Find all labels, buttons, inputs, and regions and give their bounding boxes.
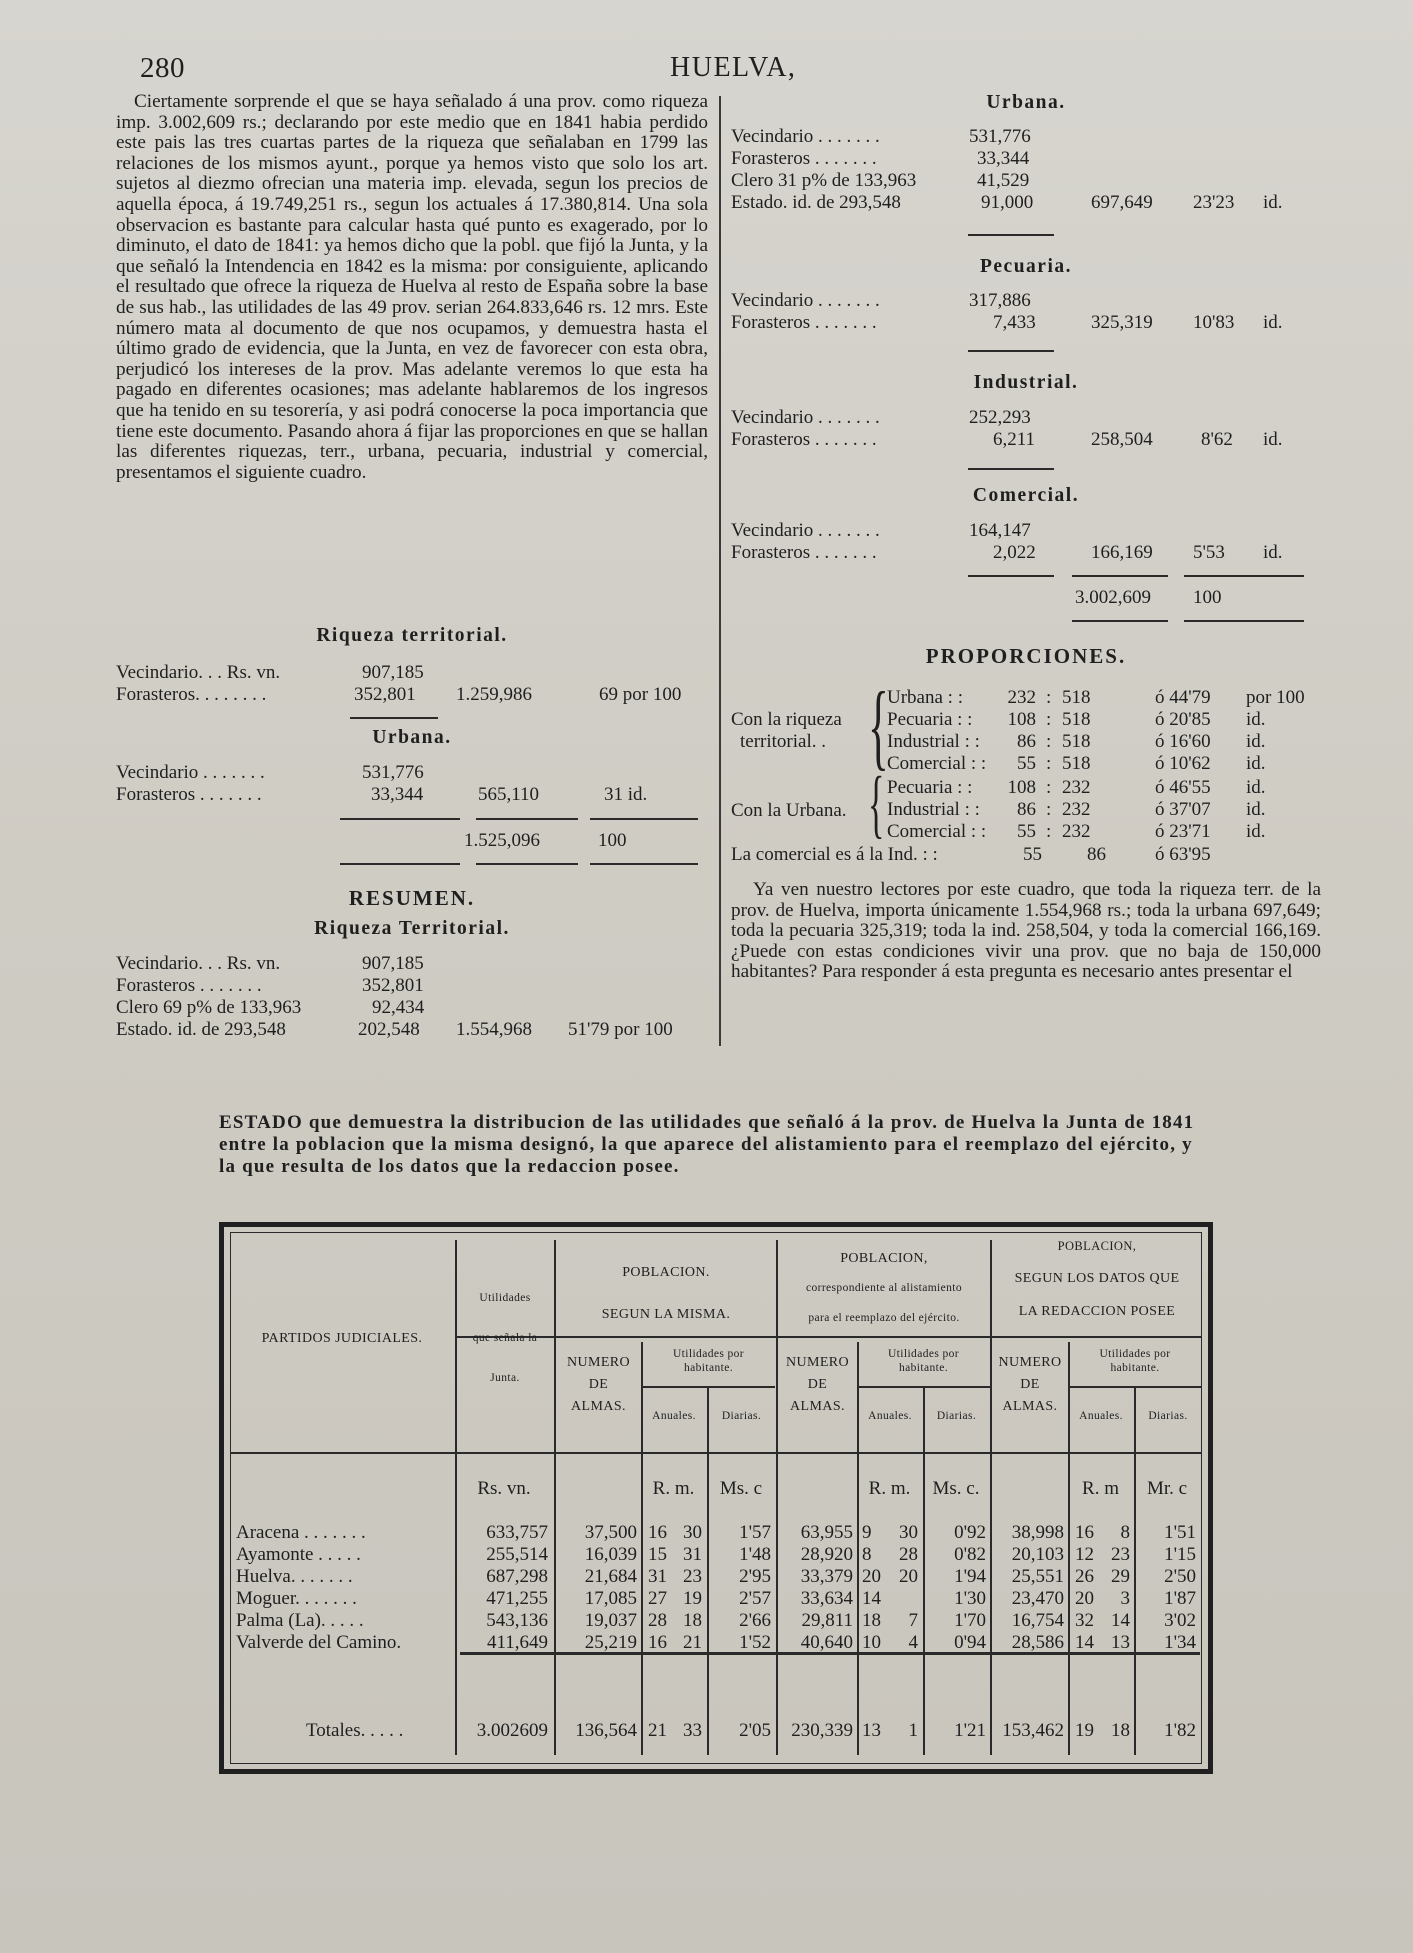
brace-icon: { <box>868 672 889 779</box>
proporcion-sep: : <box>1046 821 1052 842</box>
header-numero: NUMERO <box>566 1355 631 1370</box>
divider <box>968 468 1054 470</box>
brace-icon: { <box>868 762 885 846</box>
running-title: HUELVA, <box>670 52 797 83</box>
row-label: Clero 31 p% de 133,963 <box>731 170 917 191</box>
table-row-almas-1: 21,684 <box>584 1566 637 1587</box>
proporcion-b: 518 <box>1062 753 1091 774</box>
table-row-utilidades: 687,298 <box>486 1566 548 1587</box>
header-habitante: habitante. <box>683 1362 734 1374</box>
row-label: Forasteros . . . . . . . <box>731 542 877 563</box>
proporcion-a: 55 <box>1017 821 1036 842</box>
unit-label: R. m. <box>652 1478 695 1499</box>
divider <box>590 818 698 820</box>
proporcion-sep: : <box>1046 799 1052 820</box>
page-number: 280 <box>140 52 185 84</box>
table-row-almas-3: 23,470 <box>1011 1588 1064 1609</box>
proporcion-a: 86 <box>1017 799 1036 820</box>
row-pct: 69 por 100 <box>599 684 682 705</box>
table-row-almas-2: 40,640 <box>800 1632 853 1653</box>
row-r: ó 63'95 <box>1155 844 1211 865</box>
row-label: Vecindario . . . . . . . <box>731 520 880 541</box>
proporcion-b: 518 <box>1062 687 1091 708</box>
row-label: Clero 69 p% de 133,963 <box>116 997 302 1018</box>
table-row-almas-2: 33,379 <box>800 1566 853 1587</box>
proporcion-name: Industrial : : <box>887 731 980 752</box>
table-row-anual-r-1: 15 <box>648 1544 667 1565</box>
totals-row-anual-m-2: 1 <box>908 1720 918 1741</box>
proporcion-b: 232 <box>1062 777 1091 798</box>
table-row-anual-m-1: 18 <box>683 1610 702 1631</box>
proporcion-name: Pecuaria : : <box>887 777 973 798</box>
totals-row-anual-r-2: 13 <box>862 1720 881 1741</box>
proporcion-ratio: ó 44'79 <box>1155 687 1211 708</box>
header-util-hab: Utilidades por <box>672 1348 745 1360</box>
unit-label: R. m. <box>868 1478 911 1499</box>
row-label: Forasteros . . . . . . . <box>116 784 262 805</box>
proporcion-b: 518 <box>1062 731 1091 752</box>
table-row-almas-1: 25,219 <box>584 1632 637 1653</box>
row-value: 7,433 <box>993 312 1036 333</box>
unit-label: Ms. c. <box>932 1478 980 1499</box>
proporcion-name: Comercial : : <box>887 821 987 842</box>
header-utilidades-c: Junta. <box>490 1372 520 1384</box>
grand-pct: 100 <box>598 830 627 851</box>
row-pct: 10'83 <box>1193 312 1235 333</box>
header-utilidades-a: Utilidades <box>479 1292 531 1304</box>
comercial-title: Comercial. <box>972 485 1080 506</box>
row-value: 92,434 <box>372 997 425 1018</box>
divider <box>350 717 438 719</box>
row-value: 531,776 <box>969 126 1031 147</box>
row-pct: 31 id. <box>604 784 648 805</box>
table-row-anual-r-3: 26 <box>1075 1566 1094 1587</box>
table-row-almas-3: 25,551 <box>1011 1566 1064 1587</box>
table-row-almas-3: 28,586 <box>1011 1632 1064 1653</box>
table-row-anual-m-2: 28 <box>899 1544 918 1565</box>
urbana-left-title: Urbana. <box>372 727 452 748</box>
proporcion-name: Industrial : : <box>887 799 980 820</box>
proporcion-a: 232 <box>1007 687 1036 708</box>
table-row-anual-m-3: 23 <box>1111 1544 1130 1565</box>
divider <box>1184 620 1304 622</box>
table-row-diaria-2: 1'94 <box>954 1566 986 1587</box>
table-row-diaria-3: 1'34 <box>1164 1632 1196 1653</box>
table-row-anual-m-3: 8 <box>1120 1522 1130 1543</box>
table-row-diaria-3: 1'15 <box>1164 1544 1196 1565</box>
industrial-title: Industrial. <box>973 372 1079 393</box>
table-row-anual-r-1: 31 <box>648 1566 667 1587</box>
table-row-anual-r-2: 8 <box>862 1544 872 1565</box>
table-row-anual-r-1: 16 <box>648 1632 667 1653</box>
header-numero: NUMERO <box>998 1355 1062 1370</box>
divider <box>340 863 460 865</box>
proporcion-a: 108 <box>1007 777 1036 798</box>
table-row-utilidades: 411,649 <box>486 1632 548 1653</box>
table-row-diaria-1: 2'95 <box>739 1566 771 1587</box>
row-total: 1.554,968 <box>456 1019 532 1040</box>
table-row-utilidades: 633,757 <box>486 1522 548 1543</box>
header-diarias: Diarias. <box>1148 1410 1188 1422</box>
territorial-title: Riqueza territorial. <box>316 625 508 646</box>
table-row-anual-r-2: 14 <box>862 1588 881 1609</box>
divider <box>340 818 460 820</box>
table-row-anual-r-3: 14 <box>1075 1632 1094 1653</box>
table-row-anual-r-1: 28 <box>648 1610 667 1631</box>
row-value: 41,529 <box>977 170 1030 191</box>
table-row-anual-m-3: 14 <box>1111 1610 1130 1631</box>
proporcion-unit: id. <box>1246 731 1266 752</box>
table-row-partido: Moguer. . . . . . . <box>236 1588 357 1609</box>
totals-row-diaria-3: 1'82 <box>1164 1720 1196 1741</box>
proporcion-sep: : <box>1046 753 1052 774</box>
row-value: 33,344 <box>371 784 424 805</box>
row-value: 202,548 <box>358 1019 420 1040</box>
table-row-diaria-1: 1'52 <box>739 1632 771 1653</box>
table-row-almas-1: 37,500 <box>584 1522 637 1543</box>
row-label: Vecindario. . . Rs. vn. <box>116 953 281 974</box>
table-row-partido: Huelva. . . . . . . <box>236 1566 353 1587</box>
table-row-anual-r-3: 20 <box>1075 1588 1094 1609</box>
divider <box>1072 575 1168 577</box>
group1-label-a: Con la riqueza <box>731 709 842 730</box>
row-total: 325,319 <box>1091 312 1153 333</box>
divider <box>590 863 698 865</box>
estado-title: ESTADO que demuestra la distribucion de las utilidades que señaló á la prov. de Huelva la Junta de 1841 entre la poblacion que la misma designó, la que aparece del alistamiento para el reemplazo del ejército, y la que resulta de los datos que la redaccion posee. <box>219 1112 1195 1177</box>
table-row-utilidades: 255,514 <box>486 1544 548 1565</box>
resumen-title: RESUMEN. <box>348 886 476 910</box>
row-b: 86 <box>1087 844 1106 865</box>
table-row-diaria-1: 2'57 <box>739 1588 771 1609</box>
row-value: 91,000 <box>981 192 1034 213</box>
row-value: 2,022 <box>993 542 1036 563</box>
row-label: Estado. id. de 293,548 <box>116 1019 286 1040</box>
proporcion-ratio: ó 46'55 <box>1155 777 1211 798</box>
table-row-diaria-3: 1'51 <box>1164 1522 1196 1543</box>
proporcion-name: Pecuaria : : <box>887 709 973 730</box>
header-almas: ALMAS. <box>1002 1399 1058 1414</box>
unit-label: R. m <box>1082 1478 1119 1499</box>
proporcion-unit: id. <box>1246 709 1266 730</box>
table-row-anual-m-2: 7 <box>908 1610 918 1631</box>
header-habitante: habitante. <box>898 1362 949 1374</box>
urbana-right-title: Urbana. <box>986 92 1066 113</box>
column-rule <box>719 96 721 1046</box>
row-unit: id. <box>1263 312 1283 333</box>
row-total: 697,649 <box>1091 192 1153 213</box>
table-row-anual-m-1: 21 <box>683 1632 702 1653</box>
proporcion-sep: : <box>1046 709 1052 730</box>
table-row-anual-r-2: 18 <box>862 1610 881 1631</box>
proporcion-a: 108 <box>1007 709 1036 730</box>
divider <box>1072 620 1168 622</box>
unit-label: Rs. vn. <box>477 1478 531 1499</box>
header-diarias: Diarias. <box>721 1410 762 1422</box>
table-row-almas-2: 29,811 <box>801 1610 853 1631</box>
row-label: Forasteros . . . . . . . <box>731 148 877 169</box>
header-de: DE <box>807 1377 828 1392</box>
table-row-anual-m-1: 31 <box>683 1544 702 1565</box>
proporcion-unit: id. <box>1246 753 1266 774</box>
row-label: Estado. id. de 293,548 <box>731 192 901 213</box>
row-unit: id. <box>1263 542 1283 563</box>
table-row-anual-r-3: 32 <box>1075 1610 1094 1631</box>
row-label: Vecindario . . . . . . . <box>731 407 880 428</box>
grand-pct: 100 <box>1193 587 1222 608</box>
table-row-anual-r-3: 16 <box>1075 1522 1094 1543</box>
header-utilidades-b: que señala la <box>472 1332 538 1344</box>
unit-label: Ms. c <box>719 1478 763 1499</box>
group2-label: Con la Urbana. <box>731 800 847 821</box>
proporcion-name: Comercial : : <box>887 753 987 774</box>
table-row-almas-2: 33,634 <box>800 1588 853 1609</box>
proporcion-unit: por 100 <box>1246 687 1305 708</box>
intro-paragraph: Ciertamente sorprende el que se haya señalado á una prov. como riqueza imp. 3.002,609 rs.; declarando por este medio que en 1841 habia perdido este pais las tres cuartas partes de la riqueza que señalaban en 1799 las relaciones de los mismos ayunt., porque ya hemos visto que solo los art. sujetos al diezmo ofrecian una materia imp. elevada, segun los precios de aquella época, á 19.749,251 rs., segun los actuales á 17.380,814. Una sola observacion es bastante para calcular hasta qué punto es exagerado, por lo diminuto, el dato de 1841: ya hemos dicho que la pobl. que fijó la Junta, y la que señaló la Intendencia en 1842 es la misma: por consiguiente, aplicando el resultado que ofrece la riqueza de Huelva al resto de España sobre la base de sus hab., las utilidades de las 49 prov. serian 264.833,646 rs. 12 mrs. Este número mata al documento de que nos ocupamos, y demuestra hasta el último grado de evidencia, que la Junta, en vez de favorecer con esta obra, perjudicó los intereses de la prov. Mas adelante veremos lo que esta ha pagado en diferentes ocasiones; mas adelante hablaremos de los ingresos que ha tenido en su tesorería, y asi podrá conocerse la poca importancia que tiene este documento. Pasando ahora á fijar las proporciones en que se hallan las diferentes riquezas, terr., urbana, pecuaria, industrial y comercial, presentamos el siguiente cuadro. <box>116 91 708 483</box>
proporcion-sep: : <box>1046 687 1052 708</box>
header-pob2-a: POBLACION, <box>840 1251 928 1266</box>
proporcion-ratio: ó 16'60 <box>1155 731 1211 752</box>
grand-total: 3.002,609 <box>1075 587 1151 608</box>
proporcion-a: 55 <box>1017 753 1036 774</box>
row-label: Vecindario . . . . . . . <box>731 290 880 311</box>
proporcion-unit: id. <box>1246 799 1266 820</box>
row-a: 55 <box>1023 844 1042 865</box>
header-util-hab: Utilidades por <box>887 1348 960 1360</box>
divider <box>476 818 578 820</box>
row-label: Forasteros . . . . . . . <box>731 429 877 450</box>
header-habitante: habitante. <box>1110 1362 1160 1374</box>
row-label: Forasteros . . . . . . . <box>731 312 877 333</box>
totals-row-utilidades: 3.002609 <box>476 1720 548 1741</box>
resumen-subtitle: Riqueza Territorial. <box>314 918 510 939</box>
table-row-anual-r-3: 12 <box>1075 1544 1094 1565</box>
table-row-anual-m-2: 30 <box>899 1522 918 1543</box>
row-label: Vecindario. . . Rs. vn. <box>116 662 281 683</box>
proporcion-name: Urbana : : <box>887 687 963 708</box>
proporcion-sep: : <box>1046 777 1052 798</box>
row-total: 565,110 <box>478 784 540 805</box>
col-rule <box>857 1342 859 1755</box>
table-row-diaria-3: 1'87 <box>1164 1588 1196 1609</box>
totals-row-anual-r-3: 19 <box>1075 1720 1094 1741</box>
right-paragraph: Ya ven nuestro lectores por este cuadro, que toda la riqueza terr. de la prov. de Huelva, importa únicamente 1.554,968 rs.; toda la urbana 697,649; toda la pecuaria 325,319; toda la ind. 258,504, y toda la comercial 166,169. ¿Puede con estas condiciones vivir una prov. que no baja de 150,000 habitantes? Para responder á esta pregunta es necesario antes presentar el <box>731 879 1321 983</box>
totals-row-anual-m-1: 33 <box>683 1720 702 1741</box>
table-row-anual-m-1: 23 <box>683 1566 702 1587</box>
row-pct: 51'79 por 100 <box>568 1019 673 1040</box>
row-pct: 5'53 <box>1193 542 1225 563</box>
totals-row-anual-r-1: 21 <box>648 1720 667 1741</box>
table-row-partido: Palma (La). . . . . <box>236 1610 364 1631</box>
group1-label-b: territorial. . <box>740 731 826 752</box>
row-total: 258,504 <box>1091 429 1153 450</box>
header-pob3-b: SEGUN LOS DATOS QUE <box>1014 1271 1180 1286</box>
header-pob2-c: para el reemplazo del ejército. <box>808 1312 960 1324</box>
row-value: 352,801 <box>362 975 424 996</box>
totals-row-almas-1: 136,564 <box>575 1720 637 1741</box>
totals-row-partido: Totales. . . . . <box>306 1720 404 1741</box>
header-rule <box>857 1386 990 1388</box>
proporcion-b: 232 <box>1062 821 1091 842</box>
totals-row-almas-3: 153,462 <box>1002 1720 1064 1741</box>
row-value: 33,344 <box>977 148 1030 169</box>
totals-row-anual-m-3: 18 <box>1111 1720 1130 1741</box>
table-row-utilidades: 543,136 <box>486 1610 548 1631</box>
table-row-partido: Ayamonte . . . . . <box>236 1544 361 1565</box>
row-label: Vecindario . . . . . . . <box>731 126 880 147</box>
proporcion-unit: id. <box>1246 777 1266 798</box>
table-row-almas-1: 16,039 <box>584 1544 637 1565</box>
header-partidos: PARTIDOS JUDICIALES. <box>261 1331 423 1346</box>
row-label: Forasteros. . . . . . . . <box>116 684 267 705</box>
proporcion-ratio: ó 10'62 <box>1155 753 1211 774</box>
table-row-diaria-1: 1'48 <box>739 1544 771 1565</box>
table-row-partido: Aracena . . . . . . . <box>236 1522 366 1543</box>
header-pob2-b: correspondiente al alistamiento <box>805 1282 963 1294</box>
table-row-partido: Valverde del Camino. <box>236 1632 402 1653</box>
table-row-almas-1: 17,085 <box>584 1588 637 1609</box>
row-unit: id. <box>1263 429 1283 450</box>
table-row-anual-r-1: 16 <box>648 1522 667 1543</box>
unit-label: Mr. c <box>1146 1478 1188 1499</box>
divider <box>968 350 1054 352</box>
table-row-anual-m-3: 3 <box>1120 1588 1130 1609</box>
row-value: 907,185 <box>362 662 424 683</box>
divider <box>968 234 1054 236</box>
row-value: 317,886 <box>969 290 1031 311</box>
row-label: Forasteros . . . . . . . <box>116 975 262 996</box>
table-row-anual-r-2: 9 <box>862 1522 872 1543</box>
header-numero: NUMERO <box>785 1355 850 1370</box>
divider <box>476 863 578 865</box>
table-row-almas-3: 16,754 <box>1011 1610 1064 1631</box>
proporcion-b: 232 <box>1062 799 1091 820</box>
header-rule <box>455 1336 1201 1338</box>
proporcion-a: 86 <box>1017 731 1036 752</box>
table-row-diaria-2: 1'70 <box>954 1610 986 1631</box>
header-diarias: Diarias. <box>936 1410 977 1422</box>
table-row-almas-3: 20,103 <box>1011 1544 1064 1565</box>
row-value: 164,147 <box>969 520 1031 541</box>
table-row-anual-r-1: 27 <box>648 1588 667 1609</box>
row-name: La comercial es á la Ind. : : <box>731 844 938 865</box>
table-row-anual-m-3: 29 <box>1111 1566 1130 1587</box>
table-row-diaria-2: 0'92 <box>954 1522 986 1543</box>
header-almas: ALMAS. <box>571 1399 626 1414</box>
totals-row-almas-2: 230,339 <box>791 1720 853 1741</box>
table-row-utilidades: 471,255 <box>486 1588 548 1609</box>
header-pob1-b: SEGUN LA MISMA. <box>601 1307 731 1322</box>
table-row-almas-3: 38,998 <box>1011 1522 1064 1543</box>
table-row-almas-2: 63,955 <box>800 1522 853 1543</box>
header-rule <box>641 1386 775 1388</box>
totals-row-diaria-2: 1'21 <box>954 1720 986 1741</box>
table-row-anual-m-1: 19 <box>683 1588 702 1609</box>
row-pct: 8'62 <box>1201 429 1233 450</box>
grand-total: 1.525,096 <box>464 830 540 851</box>
table-row-anual-m-1: 30 <box>683 1522 702 1543</box>
header-anuales: Anuales. <box>1079 1410 1123 1422</box>
proporcion-unit: id. <box>1246 821 1266 842</box>
table-row-diaria-2: 0'82 <box>954 1544 986 1565</box>
row-value: 252,293 <box>969 407 1031 428</box>
table-row-anual-m-3: 13 <box>1111 1632 1130 1653</box>
header-pob3-a: POBLACION, <box>1057 1239 1137 1253</box>
row-total: 166,169 <box>1091 542 1153 563</box>
row-label: Vecindario . . . . . . . <box>116 762 265 783</box>
row-value: 6,211 <box>993 429 1036 450</box>
table-row-diaria-2: 1'30 <box>954 1588 986 1609</box>
table-row-anual-r-2: 20 <box>862 1566 881 1587</box>
proporcion-sep: : <box>1046 731 1052 752</box>
row-unit: id. <box>1263 192 1283 213</box>
header-rule <box>230 1452 1202 1454</box>
header-de: DE <box>588 1377 609 1392</box>
header-rule <box>1068 1386 1202 1388</box>
row-value: 531,776 <box>362 762 424 783</box>
header-anuales: Anuales. <box>652 1410 696 1422</box>
proporcion-b: 518 <box>1062 709 1091 730</box>
table-row-diaria-1: 2'66 <box>739 1610 771 1631</box>
table-row-almas-1: 19,037 <box>584 1610 637 1631</box>
proporciones-title: PROPORCIONES. <box>925 644 1127 668</box>
header-util-hab: Utilidades por <box>1099 1348 1171 1360</box>
row-total: 1.259,986 <box>456 684 532 705</box>
table-row-diaria-3: 2'50 <box>1164 1566 1196 1587</box>
row-value: 352,801 <box>354 684 416 705</box>
header-de: DE <box>1020 1377 1040 1392</box>
table-row-diaria-1: 1'57 <box>739 1522 771 1543</box>
table-row-diaria-3: 3'02 <box>1164 1610 1196 1631</box>
divider <box>1184 575 1304 577</box>
table-row-diaria-2: 0'94 <box>954 1632 986 1653</box>
header-anuales: Anuales. <box>868 1410 912 1422</box>
header-pob3-c: LA REDACCION POSEE <box>1018 1304 1176 1319</box>
pecuaria-title: Pecuaria. <box>979 256 1072 277</box>
table-row-almas-2: 28,920 <box>800 1544 853 1565</box>
row-value: 907,185 <box>362 953 424 974</box>
table-row-anual-m-2: 4 <box>908 1632 918 1653</box>
proporcion-ratio: ó 37'07 <box>1155 799 1211 820</box>
divider <box>968 575 1054 577</box>
totals-row-diaria-1: 2'05 <box>739 1720 771 1741</box>
proporcion-ratio: ó 20'85 <box>1155 709 1211 730</box>
header-almas: ALMAS. <box>790 1399 845 1414</box>
table-row-anual-m-2: 20 <box>899 1566 918 1587</box>
header-pob1-a: POBLACION. <box>622 1265 710 1280</box>
table-row-anual-r-2: 10 <box>862 1632 881 1653</box>
proporcion-ratio: ó 23'71 <box>1155 821 1211 842</box>
row-pct: 23'23 <box>1193 192 1235 213</box>
